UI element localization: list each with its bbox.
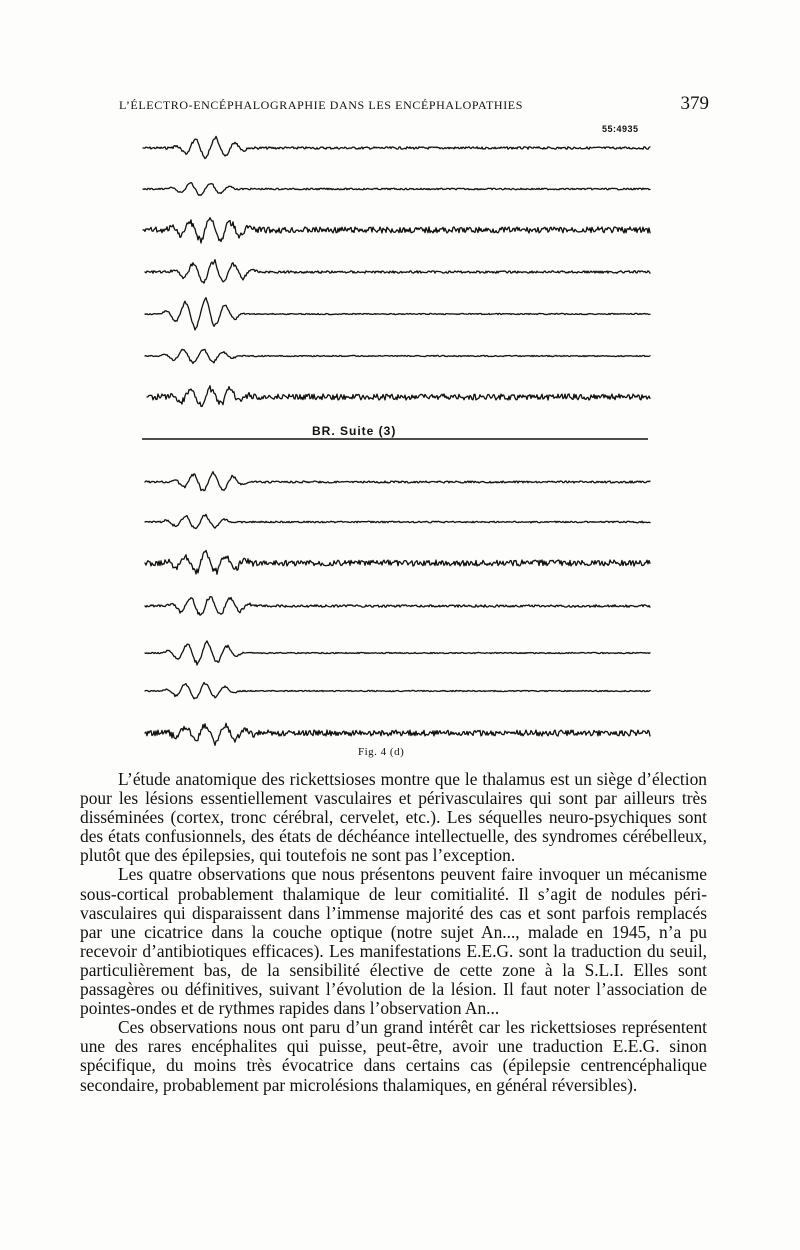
- eeg-trace-6: [145, 349, 650, 363]
- paragraph-3: Ces observations nous ont paru d’un grand intérêt car les rickettsioses représentent une des rares encéphalites qui puisse, peut-être, avoir une traduction E.E.G. sinon spécifique, du moins très évocatrice dans certains cas (épilepsie centrencéphalique secondaire, probablement par microlésions thalamiques, en général réversibles).: [80, 1017, 707, 1095]
- eeg-trace-14: [145, 723, 650, 745]
- eeg-trace-13: [145, 683, 650, 699]
- paragraph-2: Les quatre observations que nous présentons peuvent faire invoquer un mécanisme sous-cortical probablement thalamique de leur comitialité. Il s’agit de nodules péri-vasculaires qui disparaissent dans l’immense majorité des cas et sont parfois remplacés par une cicatrice dans la couche optique (notre sujet An..., malade en 1945, n’a pu recevoir d’antibiotiques efficaces). Les manifestations E.E.G. sont la traduction du seuil, particulièrement bas, de la sensibilité élective de cette zone à la S.L.I. Elles sont passagères ou définitives, suivant l’évolution de la lésion. Il faut noter l’association de pointes-ondes et de rythmes rapides dans l’observation An...: [80, 864, 707, 1019]
- eeg-trace-12: [145, 641, 650, 665]
- eeg-trace-11: [145, 597, 650, 616]
- eeg-trace-7: [147, 386, 650, 407]
- eeg-trace-2: [143, 182, 650, 195]
- eeg-trace-5: [145, 298, 650, 330]
- running-title: L’ÉLECTRO-ENCÉPHALOGRAPHIE DANS LES ENCÉPHALOPATHIES: [119, 98, 523, 112]
- trace-code: 55:4935: [602, 124, 639, 134]
- eeg-trace-1: [143, 136, 650, 158]
- body-text: [80, 770, 707, 1095]
- paragraph-1: L’étude anatomique des rickettsioses montre que le thalamus est un siège d’élection pour les lésions essentiellement vasculaires et périvasculaires qui sont par ailleurs très disséminées (cortex, tronc cérébral, cervelet, etc.). Les séquelles neuro-psychiques sont des états confusionnels, des états de déchéance intellectuelle, des syndromes cérébelleux, plutôt que des épilepsies, qui toutefois ne sont pas l’exception.: [80, 769, 707, 866]
- figure-caption: Fig. 4 (d): [358, 746, 405, 758]
- eeg-trace-10: [145, 550, 650, 574]
- page-number: 379: [680, 93, 709, 114]
- eeg-trace-8: [145, 472, 650, 491]
- figure-divider-label: BR. Suite (3): [312, 424, 397, 438]
- eeg-trace-4: [145, 260, 650, 283]
- eeg-trace-9: [145, 514, 650, 528]
- eeg-trace-3: [143, 218, 650, 243]
